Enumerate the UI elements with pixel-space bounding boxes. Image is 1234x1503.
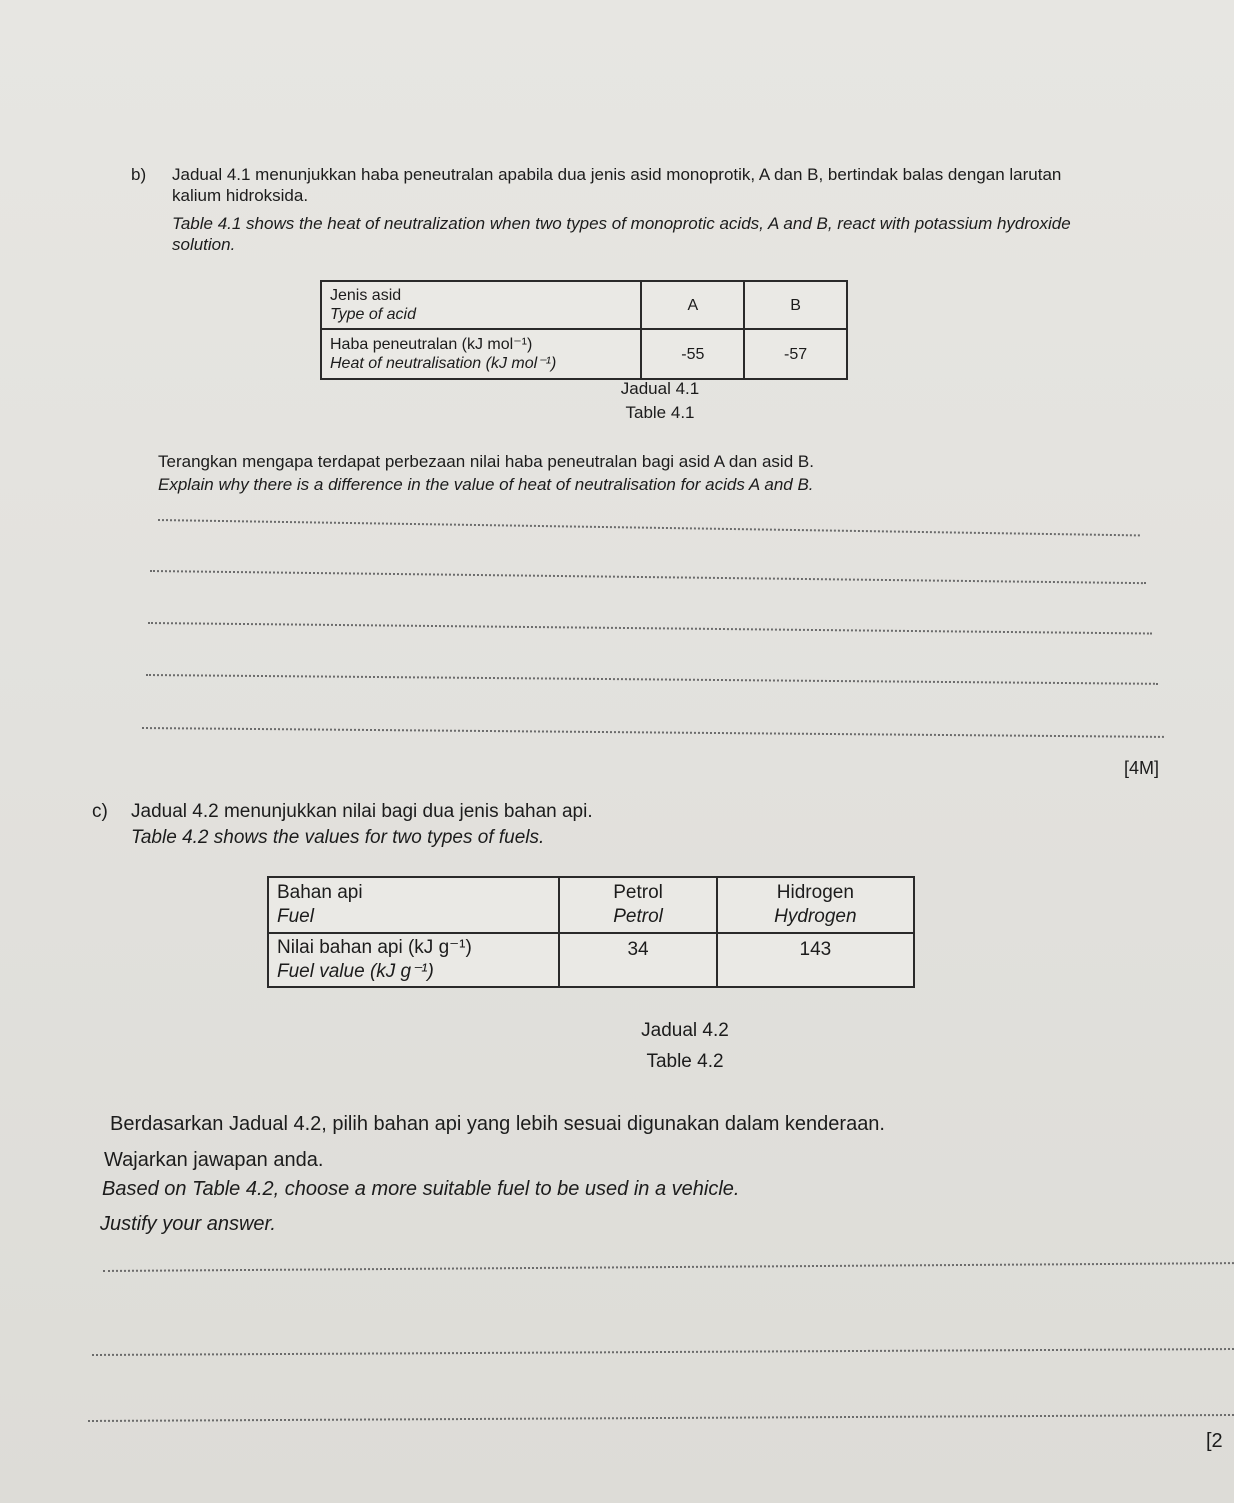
row-label-en: Heat of neutralisation (kJ mol⁻¹) [330,355,557,372]
hydrogen-value: 143 [717,933,914,987]
table-4-1-header-cell [321,281,641,329]
fuel-value-label-ms: Nilai bahan api (kJ g⁻¹) [277,937,472,958]
part-b-text-ms: Jadual 4.1 menunjukkan haba peneutralan apabila dua jenis asid monoprotik, A dan B, bertindak balas dengan larutan kalium hidroksida. [172,165,1062,205]
value-a: -55 [641,329,744,379]
answer-line[interactable] [146,674,1158,685]
fuel-value-label-en: Fuel value (kJ g⁻¹) [277,961,434,982]
answer-line[interactable] [148,622,1152,635]
answer-line[interactable] [103,1262,1234,1272]
petrol-value: 34 [559,933,716,987]
header-label-en: Fuel [277,906,314,927]
question-b-ms: Terangkan mengapa terdapat perbezaan nilai haba peneutralan bagi asid A dan asid B. [158,452,814,471]
table-4-2 [267,876,915,988]
petrol-label-ms: Petrol [613,882,663,903]
hydrogen-header-cell [717,877,914,933]
answer-line[interactable] [92,1348,1234,1356]
question-b-en: Explain why there is a difference in the value of heat of neutralisation for acids A and B. [158,475,814,494]
hydrogen-label-en: Hydrogen [774,906,857,927]
value-b: -57 [744,329,847,379]
header-label-ms: Jenis asid [330,287,402,304]
petrol-header-cell [559,877,716,933]
table-4-2-caption-ms: Jadual 4.2 [641,1020,729,1041]
table-4-2-caption-en: Table 4.2 [646,1051,724,1072]
hydrogen-label-ms: Hidrogen [776,882,854,903]
marks-c: [2 [1206,1430,1223,1452]
table-4-2-header-cell [268,877,559,933]
header-label-ms: Bahan api [277,882,363,903]
header-label-en: Type of acid [330,306,416,323]
table-4-1-caption-en: Table 4.1 [625,403,695,422]
answer-line[interactable] [142,727,1164,738]
answer-line[interactable] [158,519,1140,536]
answer-line[interactable] [88,1414,1234,1422]
question-c-ms-1: Berdasarkan Jadual 4.2, pilih bahan api yang lebih sesuai digunakan dalam kenderaan. [110,1113,885,1135]
petrol-label-en: Petrol [613,906,663,927]
part-c-text-en: Table 4.2 shows the values for two types of fuels. [131,827,545,848]
row-label-cell [321,329,641,379]
part-b-text-en: Table 4.1 shows the heat of neutralization when two types of monoprotic acids, A and B, react with potassium hydroxide solution. [172,214,1071,254]
fuel-value-label-cell [268,933,559,987]
part-c-label: c) [92,801,108,822]
question-c-ms-2: Wajarkan jawapan anda. [104,1149,324,1171]
part-b-label: b) [131,165,147,184]
column-a-header: A [641,281,744,329]
table-4-1-caption-ms: Jadual 4.1 [620,379,700,398]
question-c-en-2: Justify your answer. [100,1213,276,1235]
column-b-header: B [744,281,847,329]
question-c-en-1: Based on Table 4.2, choose a more suitable fuel to be used in a vehicle. [102,1178,740,1200]
table-4-1 [320,280,848,380]
row-label-ms: Haba peneutralan (kJ mol⁻¹) [330,336,533,353]
marks-b: [4M] [1124,758,1160,778]
part-c-text-ms: Jadual 4.2 menunjukkan nilai bagi dua jenis bahan api. [131,801,593,822]
answer-line[interactable] [150,570,1146,584]
